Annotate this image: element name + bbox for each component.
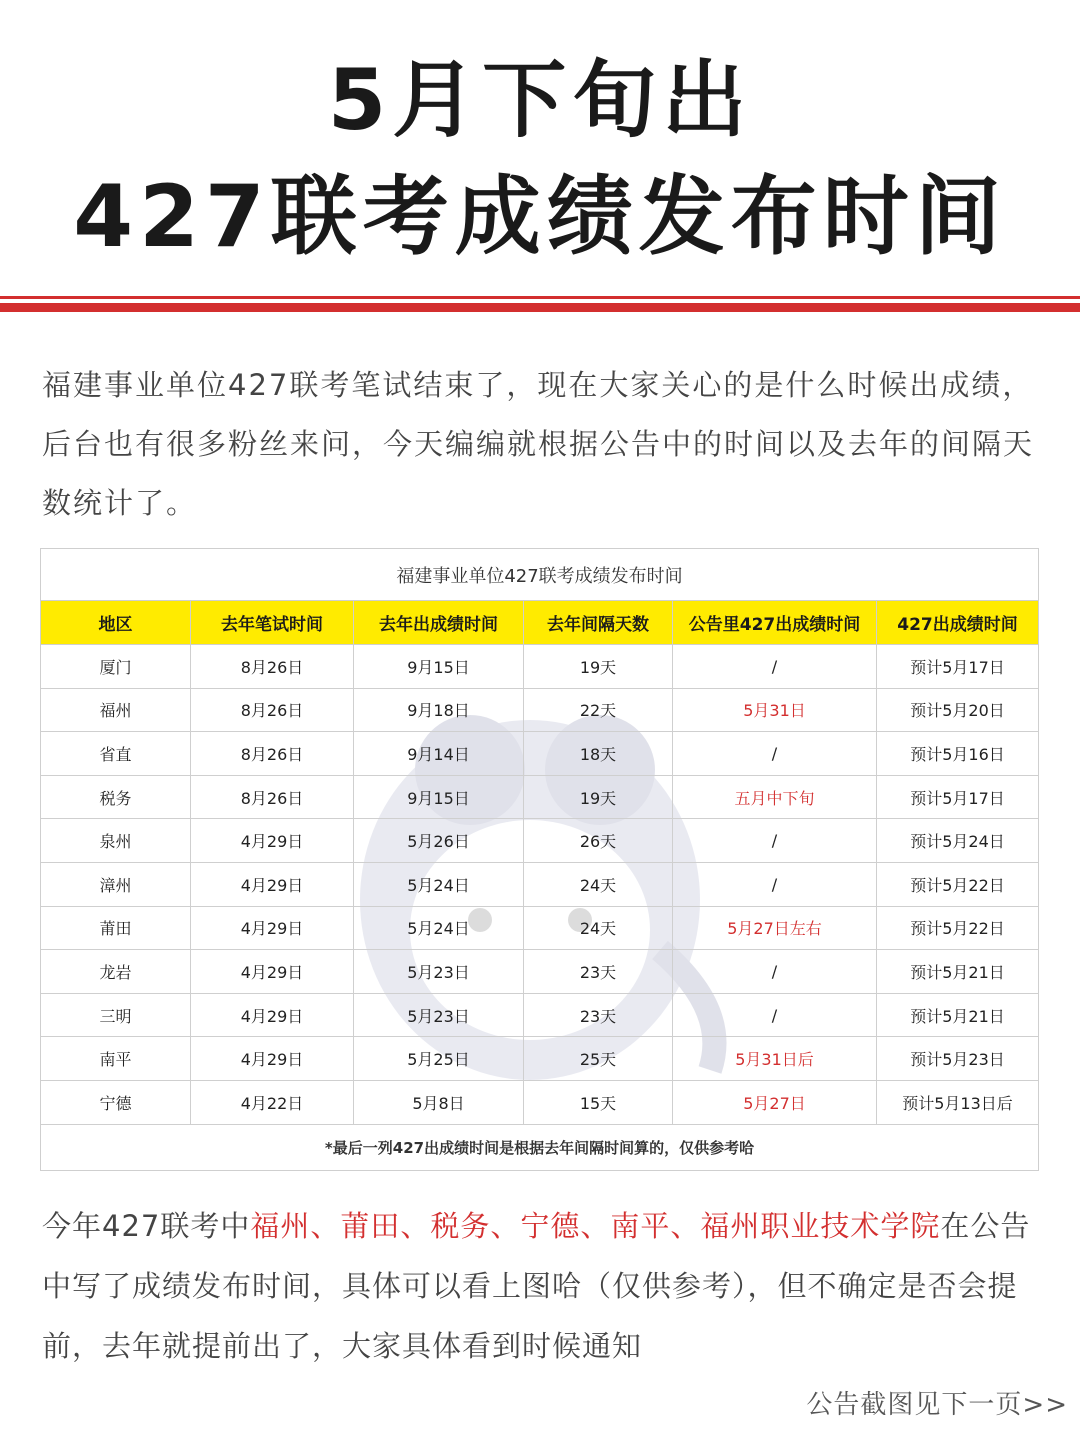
table-row (41, 732, 1039, 776)
cell-region: 省直 (41, 732, 191, 776)
header-announced-date: 公告里427出成绩时间 (673, 601, 877, 645)
cell-announced-date: 五月中下旬 (673, 775, 877, 819)
cell-announced-date: 5月31日后 (673, 1037, 877, 1081)
table-row (41, 819, 1039, 863)
cell-last-result-date: 5月24日 (354, 862, 524, 906)
cell-region: 宁德 (41, 1080, 191, 1124)
cell-estimated-date: 预计5月21日 (877, 993, 1039, 1037)
title-line-1: 5月下旬出 (327, 51, 753, 149)
table-note-row (41, 1124, 1039, 1170)
cell-last-result-date: 5月23日 (354, 950, 524, 994)
results-table (40, 548, 1039, 1171)
cell-last-interval: 22天 (524, 688, 673, 732)
summary-suffix: 在公告中写了成绩发布时间，具体可以看上图哈（仅供参考），但不确定是否会提前，去年就提前出了，大家具体看到时候通知 (42, 1209, 1031, 1363)
cell-estimated-date: 预计5月22日 (877, 906, 1039, 950)
title-divider (0, 296, 1080, 312)
table-row (41, 775, 1039, 819)
cell-last-exam-date: 8月26日 (191, 732, 354, 776)
cell-region: 厦门 (41, 645, 191, 689)
cell-last-exam-date: 4月29日 (191, 819, 354, 863)
header-region: 地区 (41, 601, 191, 645)
cell-announced-date: 5月27日左右 (673, 906, 877, 950)
cell-estimated-date: 预计5月16日 (877, 732, 1039, 776)
cell-region: 漳州 (41, 862, 191, 906)
cell-last-exam-date: 4月29日 (191, 993, 354, 1037)
cell-last-result-date: 9月15日 (354, 775, 524, 819)
table-note: *最后一列427出成绩时间是根据去年间隔时间算的，仅供参考哈 (41, 1124, 1039, 1170)
table-row (41, 993, 1039, 1037)
title-block (0, 40, 1080, 267)
cell-announced-date: 5月27日 (673, 1080, 877, 1124)
cell-estimated-date: 预计5月13日后 (877, 1080, 1039, 1124)
cell-announced-date: 5月31日 (673, 688, 877, 732)
cell-last-interval: 26天 (524, 819, 673, 863)
score-release-table (40, 548, 1038, 1171)
cell-announced-date: / (673, 645, 877, 689)
cell-announced-date: / (673, 993, 877, 1037)
cell-estimated-date: 预计5月24日 (877, 819, 1039, 863)
header-last-exam-date: 去年笔试时间 (191, 601, 354, 645)
table-caption-row (41, 549, 1039, 601)
cell-last-exam-date: 8月26日 (191, 688, 354, 732)
cell-last-interval: 19天 (524, 775, 673, 819)
header-last-interval: 去年间隔天数 (524, 601, 673, 645)
next-page-hint: 公告截图见下一页>> (806, 1390, 1068, 1420)
cell-estimated-date: 预计5月21日 (877, 950, 1039, 994)
table-row (41, 688, 1039, 732)
cell-region: 福州 (41, 688, 191, 732)
cell-last-interval: 18天 (524, 732, 673, 776)
header-estimated-date: 427出成绩时间 (877, 601, 1039, 645)
cell-last-result-date: 5月26日 (354, 819, 524, 863)
cell-region: 泉州 (41, 819, 191, 863)
cell-announced-date: / (673, 862, 877, 906)
cell-last-result-date: 9月18日 (354, 688, 524, 732)
cell-last-result-date: 5月23日 (354, 993, 524, 1037)
cell-estimated-date: 预计5月17日 (877, 645, 1039, 689)
cell-region: 南平 (41, 1037, 191, 1081)
cell-last-result-date: 5月25日 (354, 1037, 524, 1081)
cell-last-interval: 24天 (524, 906, 673, 950)
header-last-result-date: 去年出成绩时间 (354, 601, 524, 645)
table-row (41, 862, 1039, 906)
cell-last-result-date: 5月8日 (354, 1080, 524, 1124)
table-row (41, 906, 1039, 950)
summary-prefix: 今年427联考中 (42, 1209, 251, 1243)
summary-paragraph (42, 1196, 1042, 1376)
cell-last-interval: 23天 (524, 950, 673, 994)
cell-last-result-date: 9月14日 (354, 732, 524, 776)
cell-last-interval: 24天 (524, 862, 673, 906)
cell-last-interval: 25天 (524, 1037, 673, 1081)
table-row (41, 1037, 1039, 1081)
cell-last-exam-date: 4月22日 (191, 1080, 354, 1124)
table-row (41, 950, 1039, 994)
cell-region: 三明 (41, 993, 191, 1037)
cell-last-result-date: 5月24日 (354, 906, 524, 950)
cell-region: 莆田 (41, 906, 191, 950)
cell-announced-date: / (673, 950, 877, 994)
table-row (41, 645, 1039, 689)
cell-announced-date: / (673, 732, 877, 776)
cell-last-result-date: 9月15日 (354, 645, 524, 689)
cell-last-exam-date: 8月26日 (191, 645, 354, 689)
summary-highlight: 福州、莆田、税务、宁德、南平、福州职业技术学院 (250, 1209, 941, 1243)
cell-last-interval: 19天 (524, 645, 673, 689)
cell-last-exam-date: 4月29日 (191, 862, 354, 906)
cell-region: 龙岩 (41, 950, 191, 994)
cell-estimated-date: 预计5月17日 (877, 775, 1039, 819)
cell-last-exam-date: 4月29日 (191, 906, 354, 950)
cell-estimated-date: 预计5月22日 (877, 862, 1039, 906)
table-row (41, 1080, 1039, 1124)
title-line-2: 427联考成绩发布时间 (73, 167, 1007, 267)
cell-estimated-date: 预计5月23日 (877, 1037, 1039, 1081)
intro-paragraph: 福建事业单位427联考笔试结束了，现在大家关心的是什么时候出成绩，后台也有很多粉丝来问，今天编编就根据公告中的时间以及去年的间隔天数统计了。 (42, 368, 1035, 520)
cell-last-exam-date: 4月29日 (191, 1037, 354, 1081)
cell-last-interval: 23天 (524, 993, 673, 1037)
cell-announced-date: / (673, 819, 877, 863)
cell-estimated-date: 预计5月20日 (877, 688, 1039, 732)
table-caption: 福建事业单位427联考成绩发布时间 (41, 549, 1039, 601)
cell-last-exam-date: 4月29日 (191, 950, 354, 994)
cell-last-interval: 15天 (524, 1080, 673, 1124)
cell-region: 税务 (41, 775, 191, 819)
table-header-row (41, 601, 1039, 645)
cell-last-exam-date: 8月26日 (191, 775, 354, 819)
